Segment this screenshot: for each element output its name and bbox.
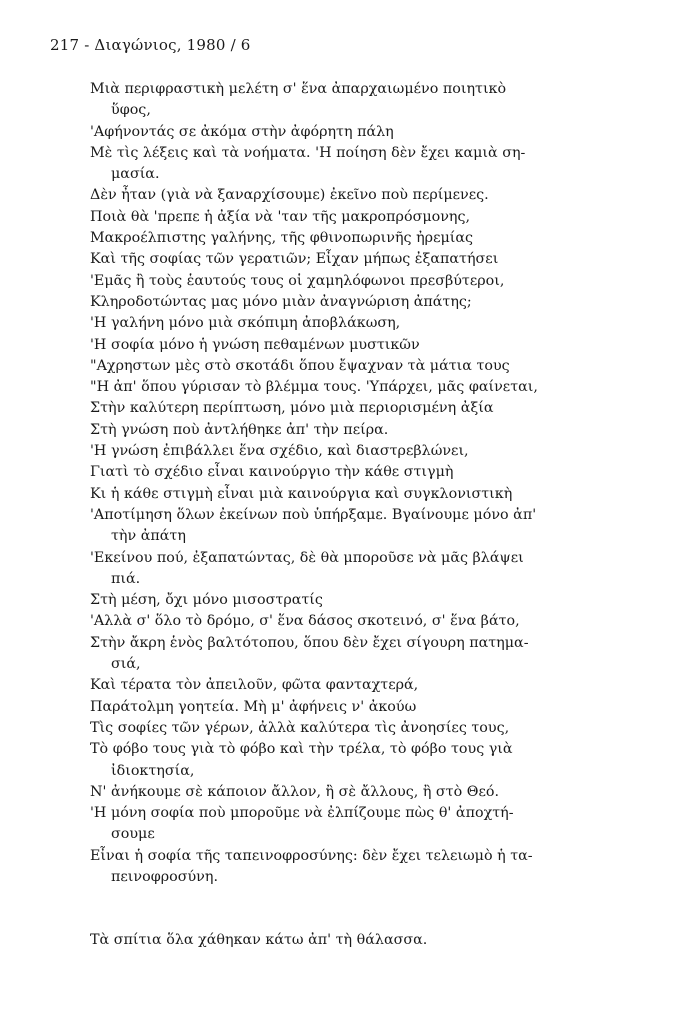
page-header: 217 - Διαγώνιος, 1980 / 6 xyxy=(50,36,251,54)
poem-line: "Αχρηστων μὲς στὸ σκοτάδι ὅπου ἔψαχναν τὰ μάτια τους xyxy=(90,357,510,374)
poem-final-line: Τὰ σπίτια ὅλα χάθηκαν κάτω ἀπ' τὴ θάλασσα. xyxy=(90,932,428,949)
poem-line: Στὴ γνώση ποὺ ἀντλήθηκε ἀπ' τὴν πείρα. xyxy=(90,421,389,438)
poem-line: Μὲ τὶς λέξεις καὶ τὰ νοήματα. 'Η ποίηση δὲν ἔχει καμιὰ ση- xyxy=(90,144,526,161)
poem-line: Κληροδοτώντας μας μόνο μιὰν ἀναγνώριση ἀπάτης; xyxy=(90,293,472,310)
poem-line: 'Αλλὰ σ' ὅλο τὸ δρόμο, σ' ἕνα δάσος σκοτεινό, σ' ἕνα βάτο, xyxy=(90,613,520,630)
poem-line: 'Η μόνη σοφία ποὺ μποροῦμε νὰ ἐλπίζουμε πὼς θ' ἀποχτή- xyxy=(90,805,514,822)
poem-line-continuation: ἰδιοκτησία, xyxy=(111,762,195,779)
poem-line-continuation: πεινοφροσύνη. xyxy=(111,868,218,885)
poem-text xyxy=(90,79,610,952)
poem-line: Παράτολμη γοητεία. Μὴ μ' ἀφήνεις ν' ἀκούω xyxy=(90,698,417,715)
poem-line-continuation: τὴν ἀπάτη xyxy=(111,528,186,545)
poem-line: Στὴν καλύτερη περίπτωση, μόνο μιὰ περιορισμένη ἀξία xyxy=(90,400,494,417)
poem-line: "Η ἀπ' ὅπου γύρισαν τὸ βλέμμα τους. 'Υπάρχει, μᾶς φαίνεται, xyxy=(90,379,538,396)
poem-line: Μιὰ περιφραστικὴ μελέτη σ' ἕνα ἀπαρχαιωμένο ποιητικὸ xyxy=(90,81,507,97)
poem-line-continuation: ὕφος, xyxy=(111,102,151,119)
poem-line: Γιατὶ τὸ σχέδιο εἶναι καινούργιο τὴν κάθε στιγμὴ xyxy=(90,464,454,481)
poem-line-continuation: πιά. xyxy=(111,570,141,587)
poem-line: 'Εκείνου πού, ἐξαπατώντας, δὲ θὰ μποροῦσε νὰ μᾶς βλάψει xyxy=(90,549,524,566)
poem-line: Μακροέλπιστης γαλήνης, τῆς φθινοπωρινῆς ἠρεμίας xyxy=(90,230,474,247)
poem-line: 'Η γνώση ἐπιβάλλει ἕνα σχέδιο, καὶ διαστρεβλώνει, xyxy=(90,443,469,460)
poem-line: 'Αφήνοντάς σε ἀκόμα στὴν ἀφόρητη πάλη xyxy=(90,123,394,140)
poem-line: 'Αποτίμηση ὅλων ἐκείνων ποὺ ὑπήρξαμε. Βγαίνουμε μόνο ἀπ' xyxy=(90,506,537,523)
poem-line: 'Η σοφία μόνο ἡ γνώση πεθαμένων μυστικῶν xyxy=(90,336,420,353)
stanza-break xyxy=(90,888,610,930)
poem-line: Ποιὰ θὰ 'πρεπε ἡ ἀξία νὰ 'ταν τῆς μακροπρόσμονης, xyxy=(90,208,471,225)
poem-line: Καὶ τῆς σοφίας τῶν γερατιῶν; Εἶχαν μήπως ἐξαπατήσει xyxy=(90,251,499,268)
poem-line: Στὴν ἄκρη ἑνὸς βαλτότοπου, ὅπου δὲν ἔχει σίγουρη πατημα- xyxy=(90,634,529,651)
poem-line: Στὴ μέση, ὄχι μόνο μισοστρατίς xyxy=(90,592,323,609)
poem-line-continuation: σουμε xyxy=(111,826,155,843)
poem-line: Εἶναι ἡ σοφία τῆς ταπεινοφροσύνης: δὲν ἔχει τελειωμὸ ἡ τα- xyxy=(90,847,533,864)
poem-line: Τὶς σοφίες τῶν γέρων, ἀλλὰ καλύτερα τὶς ἀνοησίες τους, xyxy=(90,719,510,736)
poem-line: Ν' ἀνήκουμε σὲ κάποιον ἄλλον, ἢ σὲ ἄλλους, ἢ στὸ Θεό. xyxy=(90,783,500,800)
poem-line-continuation: μασία. xyxy=(111,166,160,183)
poem-line: Τὸ φόβο τους γιὰ τὸ φόβο καὶ τὴν τρέλα, τὸ φόβο τους γιὰ xyxy=(90,741,513,758)
poem-line: Καὶ τέρατα τὸν ἀπειλοῦν, φῶτα φανταχτερά, xyxy=(90,677,419,694)
poem-line: 'Η γαλήνη μόνο μιὰ σκόπιμη ἀποβλάκωση, xyxy=(90,315,401,332)
poem-line: Κι ἡ κάθε στιγμὴ εἶναι μιὰ καινούργια καὶ συγκλονιστικὴ xyxy=(90,485,513,502)
poem-line-continuation: σιά, xyxy=(111,656,141,673)
poem-line: Δὲν ἦταν (γιὰ νὰ ξαναρχίσουμε) ἐκεῖνο ποὺ περίμενες. xyxy=(90,187,489,204)
poem-line: 'Εμᾶς ἢ τοὺς ἑαυτούς τους οἱ χαμηλόφωνοι πρεσβύτεροι, xyxy=(90,272,505,289)
